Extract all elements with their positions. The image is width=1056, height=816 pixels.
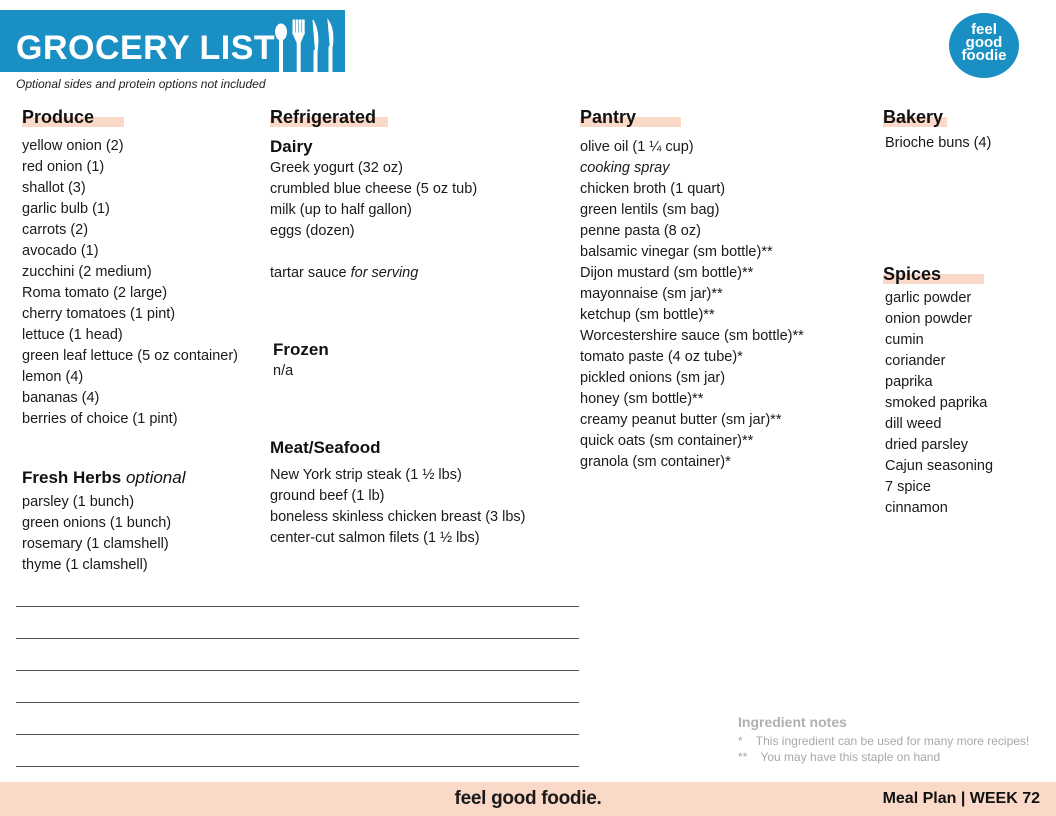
list-item: Greek yogurt (32 oz) — [270, 160, 403, 176]
bakery-list — [885, 133, 991, 154]
fresh-herbs-heading — [22, 467, 186, 489]
list-item: lettuce (1 head) — [22, 327, 123, 343]
note-mark: ** — [738, 750, 748, 764]
list-item: Brioche buns (4) — [885, 135, 992, 151]
meat-seafood-heading: Meat/Seafood — [270, 438, 381, 457]
list-item: carrots (2) — [22, 222, 89, 238]
list-item: garlic bulb (1) — [22, 201, 110, 217]
page-subtitle: Optional sides and protein options not included — [16, 77, 266, 91]
list-item: creamy peanut butter (sm jar)** — [580, 412, 782, 428]
list-item: lemon (4) — [22, 369, 84, 385]
list-item: zucchini (2 medium) — [22, 264, 152, 280]
refrigerated-heading: Refrigerated — [270, 107, 377, 127]
list-item: parsley (1 bunch) — [22, 494, 135, 510]
list-item: crumbled blue cheese (5 oz tub) — [270, 181, 478, 197]
footer-brand: feel good foodie. — [454, 788, 602, 809]
produce-heading: Produce — [22, 107, 95, 127]
logo-word-3: foodie — [961, 47, 1007, 64]
logo-word-1: feel — [971, 21, 997, 38]
tartar-sauce-item — [270, 263, 418, 284]
ingredient-notes-title: Ingredient notes — [738, 714, 847, 730]
meat-seafood-list — [270, 465, 525, 549]
note-text: This ingredient can be used for many more recipes! — [755, 734, 1030, 748]
list-item: onion powder — [885, 311, 973, 327]
list-item: chicken broth (1 quart) — [580, 181, 726, 197]
list-item: honey (sm bottle)** — [580, 391, 704, 407]
list-item: olive oil (1 ¼ cup) — [580, 139, 694, 155]
list-item: cumin — [885, 332, 924, 348]
list-item: eggs (dozen) — [270, 223, 355, 239]
utensils-icon — [272, 18, 344, 84]
footer-bar — [0, 782, 1056, 816]
list-item: dried parsley — [885, 437, 969, 453]
list-item: red onion (1) — [22, 159, 105, 175]
list-item: Cajun seasoning — [885, 458, 994, 474]
dairy-list — [270, 158, 477, 242]
meal-plan-week-label: Meal Plan | WEEK 72 — [882, 790, 1040, 807]
list-item: bananas (4) — [22, 390, 100, 406]
bakery-heading: Bakery — [883, 107, 944, 127]
list-item: pickled onions (sm jar) — [580, 370, 726, 386]
frozen-heading: Frozen — [273, 340, 329, 359]
note-mark: * — [738, 734, 743, 748]
list-item: green lentils (sm bag) — [580, 202, 720, 218]
list-item: ground beef (1 lb) — [270, 488, 385, 504]
write-in-line — [16, 766, 579, 767]
page-title: GROCERY LIST — [16, 29, 276, 67]
produce-list — [22, 136, 238, 430]
list-item: Roma tomato (2 large) — [22, 285, 168, 301]
title-banner — [0, 10, 345, 72]
tartar-sauce-note: for serving — [350, 265, 419, 281]
list-item: cinnamon — [885, 500, 948, 516]
list-item: milk (up to half gallon) — [270, 202, 412, 218]
write-in-line — [16, 606, 579, 607]
list-item: Dijon mustard (sm bottle)** — [580, 265, 754, 281]
list-item: tomato paste (4 oz tube)* — [580, 349, 743, 365]
list-item: avocado (1) — [22, 243, 99, 259]
dairy-heading: Dairy — [270, 137, 313, 156]
list-item: mayonnaise (sm jar)** — [580, 286, 723, 302]
list-item: paprika — [885, 374, 933, 390]
frozen-list — [273, 361, 293, 382]
list-item: green leaf lettuce (5 oz container) — [22, 348, 239, 364]
list-item: balsamic vinegar (sm bottle)** — [580, 244, 773, 260]
write-in-line — [16, 702, 579, 703]
list-item: ketchup (sm bottle)** — [580, 307, 715, 323]
fresh-herbs-list — [22, 492, 171, 576]
spices-heading: Spices — [883, 264, 942, 284]
list-item: 7 spice — [885, 479, 931, 495]
logo-word-2: good — [965, 34, 1003, 51]
list-item: berries of choice (1 pint) — [22, 411, 178, 427]
list-item: Worcestershire sauce (sm bottle)** — [580, 328, 804, 344]
list-item: coriander — [885, 353, 946, 369]
list-item: thyme (1 clamshell) — [22, 557, 148, 573]
list-item: n/a — [273, 363, 294, 379]
list-item: boneless skinless chicken breast (3 lbs) — [270, 509, 526, 525]
tartar-sauce-label: tartar sauce — [270, 265, 347, 281]
note-text: You may have this staple on hand — [760, 750, 941, 764]
list-item: center-cut salmon filets (1 ½ lbs) — [270, 530, 480, 546]
list-item: dill weed — [885, 416, 942, 432]
list-item: yellow onion (2) — [22, 138, 124, 154]
pantry-heading: Pantry — [580, 107, 637, 127]
list-item: penne pasta (8 oz) — [580, 223, 701, 239]
write-in-line — [16, 734, 579, 735]
write-in-line — [16, 638, 579, 639]
ingredient-note — [738, 734, 1029, 748]
fresh-herbs-title: Fresh Herbs — [22, 468, 122, 487]
feel-good-foodie-logo — [949, 13, 1019, 78]
list-item: quick oats (sm container)** — [580, 433, 754, 449]
pantry-list — [580, 137, 804, 473]
ingredient-note — [738, 750, 940, 764]
list-item: green onions (1 bunch) — [22, 515, 172, 531]
list-item: garlic powder — [885, 290, 972, 306]
list-item: cooking spray — [580, 160, 670, 176]
list-item: shallot (3) — [22, 180, 86, 196]
list-item: New York strip steak (1 ½ lbs) — [270, 467, 462, 483]
list-item: smoked paprika — [885, 395, 988, 411]
write-in-line — [16, 670, 579, 671]
list-item: cherry tomatoes (1 pint) — [22, 306, 176, 322]
spices-list — [885, 288, 993, 519]
list-item: rosemary (1 clamshell) — [22, 536, 169, 552]
list-item: granola (sm container)* — [580, 454, 731, 470]
fresh-herbs-note: optional — [125, 468, 186, 487]
